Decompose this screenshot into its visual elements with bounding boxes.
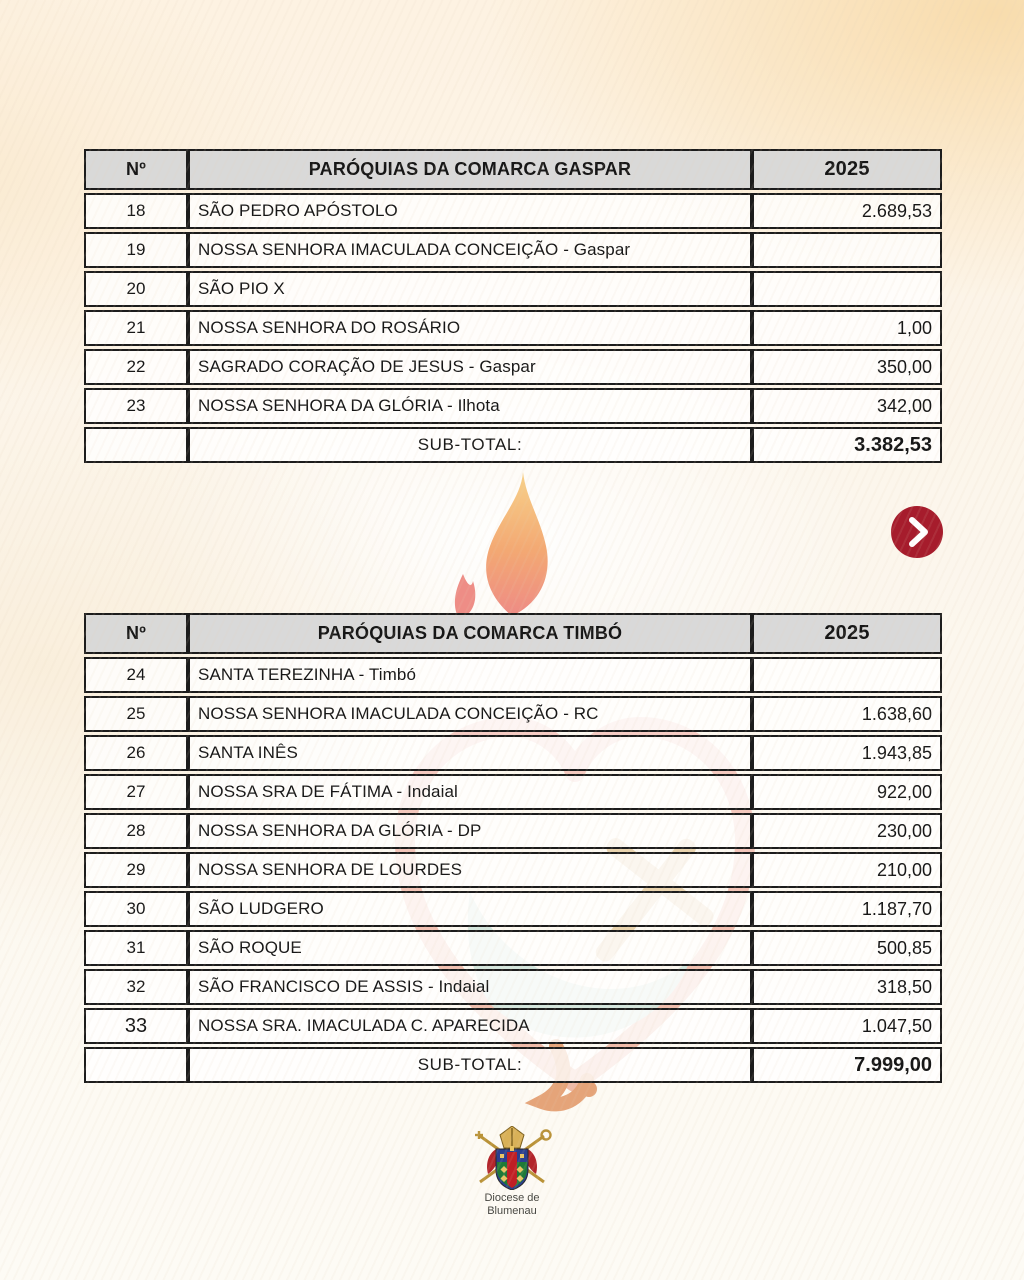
value-cell: 1,00: [752, 310, 942, 346]
gaspar-table-title: PARÓQUIAS DA COMARCA GASPAR: [188, 149, 752, 190]
row-number-cell: 28: [84, 813, 188, 849]
table-header-row: [84, 149, 942, 190]
gaspar-table: [84, 146, 942, 466]
row-number-cell: 29: [84, 852, 188, 888]
table-row: [84, 1008, 942, 1044]
year-column-header: 2025: [752, 149, 942, 190]
value-cell: 230,00: [752, 813, 942, 849]
value-cell: 500,85: [752, 930, 942, 966]
row-number-cell: 30: [84, 891, 188, 927]
row-number-cell: 20: [84, 271, 188, 307]
value-cell: 1.187,70: [752, 891, 942, 927]
parish-name-cell: NOSSA SENHORA DA GLÓRIA - Ilhota: [188, 388, 752, 424]
value-cell: 350,00: [752, 349, 942, 385]
value-cell: 2.689,53: [752, 193, 942, 229]
timbo-table-title: PARÓQUIAS DA COMARCA TIMBÓ: [188, 613, 752, 654]
row-number-cell: 22: [84, 349, 188, 385]
timbo-table: [84, 610, 942, 1086]
year-column-header: 2025: [752, 613, 942, 654]
table-row: [84, 969, 942, 1005]
subtotal-value: 7.999,00: [752, 1047, 942, 1083]
parish-name-cell: SÃO PIO X: [188, 271, 752, 307]
parish-name-cell: NOSSA SENHORA IMACULADA CONCEIÇÃO - RC: [188, 696, 752, 732]
subtotal-row: [84, 1047, 942, 1083]
empty-cell: [84, 427, 188, 463]
logo-caption-line2: Blumenau: [487, 1205, 537, 1217]
parish-name-cell: NOSSA SENHORA DO ROSÁRIO: [188, 310, 752, 346]
row-number-cell: 21: [84, 310, 188, 346]
table-row: [84, 774, 942, 810]
subtotal-row: [84, 427, 942, 463]
value-cell: [752, 271, 942, 307]
parish-name-cell: SANTA TEREZINHA - Timbó: [188, 657, 752, 693]
table-row: [84, 891, 942, 927]
table-row: [84, 696, 942, 732]
value-cell: 318,50: [752, 969, 942, 1005]
row-number-cell: 26: [84, 735, 188, 771]
value-cell: 922,00: [752, 774, 942, 810]
row-number-cell: 31: [84, 930, 188, 966]
subtotal-label: SUB-TOTAL:: [188, 427, 752, 463]
parish-name-cell: NOSSA SENHORA IMACULADA CONCEIÇÃO - Gaspar: [188, 232, 752, 268]
table-row: [84, 271, 942, 307]
parish-name-cell: NOSSA SENHORA DA GLÓRIA - DP: [188, 813, 752, 849]
parish-name-cell: NOSSA SRA. IMACULADA C. APARECIDA: [188, 1008, 752, 1044]
next-page-button[interactable]: [891, 506, 943, 558]
table-row: [84, 852, 942, 888]
logo-caption-line1: Diocese de: [484, 1192, 540, 1204]
row-number-cell: 25: [84, 696, 188, 732]
table-row: [84, 930, 942, 966]
value-cell: [752, 232, 942, 268]
parish-name-cell: SÃO PEDRO APÓSTOLO: [188, 193, 752, 229]
row-number-cell: 33: [84, 1008, 188, 1044]
table-row: [84, 388, 942, 424]
value-cell: 1.943,85: [752, 735, 942, 771]
parish-name-cell: SÃO ROQUE: [188, 930, 752, 966]
row-number-cell: 32: [84, 969, 188, 1005]
parish-name-cell: NOSSA SENHORA DE LOURDES: [188, 852, 752, 888]
parish-name-cell: SANTA INÊS: [188, 735, 752, 771]
value-cell: 342,00: [752, 388, 942, 424]
parish-name-cell: SÃO FRANCISCO DE ASSIS - Indaial: [188, 969, 752, 1005]
parish-name-cell: NOSSA SRA DE FÁTIMA - Indaial: [188, 774, 752, 810]
value-cell: 210,00: [752, 852, 942, 888]
chevron-right-icon: [891, 506, 943, 558]
table-row: [84, 310, 942, 346]
row-number-cell: 18: [84, 193, 188, 229]
row-number-cell: 27: [84, 774, 188, 810]
subtotal-value: 3.382,53: [752, 427, 942, 463]
table-header-row: [84, 613, 942, 654]
table-row: [84, 349, 942, 385]
diocese-coat-of-arms: [462, 1126, 562, 1190]
table-row: [84, 813, 942, 849]
empty-cell: [84, 1047, 188, 1083]
row-number-cell: 19: [84, 232, 188, 268]
row-number-cell: 24: [84, 657, 188, 693]
table-row: [84, 735, 942, 771]
table-row: [84, 657, 942, 693]
row-number-cell: 23: [84, 388, 188, 424]
parish-name-cell: SAGRADO CORAÇÃO DE JESUS - Gaspar: [188, 349, 752, 385]
subtotal-label: SUB-TOTAL:: [188, 1047, 752, 1083]
value-cell: [752, 657, 942, 693]
parish-name-cell: SÃO LUDGERO: [188, 891, 752, 927]
table-row: [84, 232, 942, 268]
table-row: [84, 193, 942, 229]
value-cell: 1.047,50: [752, 1008, 942, 1044]
number-column-header: Nº: [84, 613, 188, 654]
number-column-header: Nº: [84, 149, 188, 190]
value-cell: 1.638,60: [752, 696, 942, 732]
diocese-logo: [452, 1126, 572, 1218]
